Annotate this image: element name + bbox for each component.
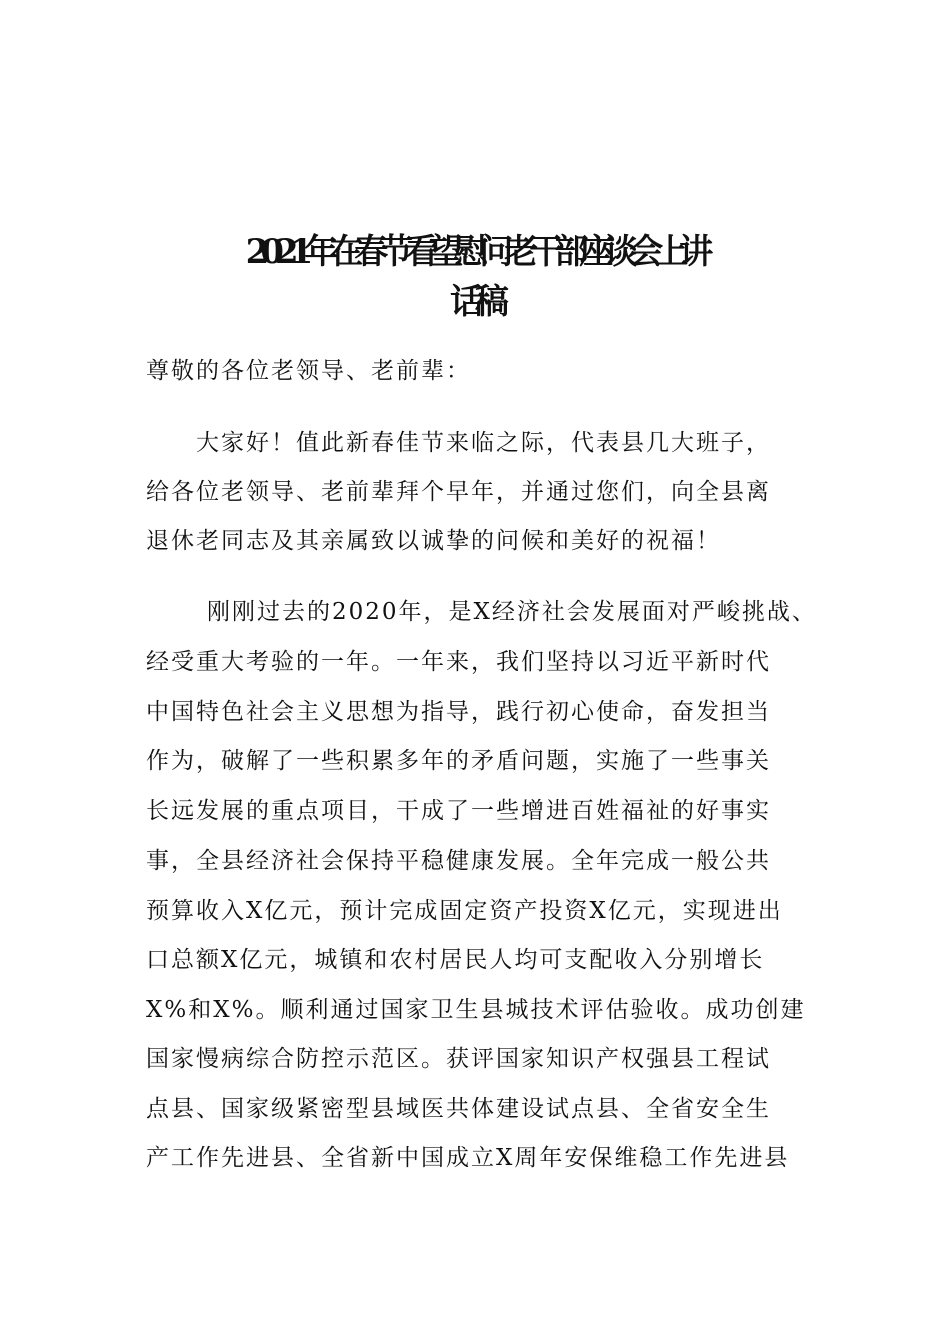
paragraph2-line-12: 产工作先进县、全省新中国成立X周年安保维稳工作先进县 [146, 1145, 790, 1171]
paragraph2-line-7: 预算收入X亿元，预计完成固定资产投资X亿元，实现进出 [146, 898, 783, 924]
paragraph2-line-9: X%和X%。顺利通过国家卫生县城技术评估验收。成功创建 [146, 997, 806, 1023]
paragraph1-line-2: 给各位老领导、老前辈拜个早年，并通过您们，向全县离 [146, 479, 771, 505]
document-title-line-2: 话稿 [450, 282, 500, 322]
paragraph2-line-5: 长远发展的重点项目，干成了一些增进百姓福祉的好事实 [146, 798, 771, 824]
paragraph2-line-11: 点县、国家级紧密型县域医共体建设试点县、全省安全生 [146, 1096, 771, 1122]
paragraph1-line-3: 退休老同志及其亲属致以诚挚的问候和美好的祝福！ [146, 528, 721, 554]
paragraph2-line-8: 口总额X亿元，城镇和农村居民人均可支配收入分别增长 [146, 947, 765, 973]
paragraph2-line-1: 刚刚过去的2020年，是X经济社会发展面对严峻挑战、 [207, 599, 817, 625]
paragraph2-line-6: 事，全县经济社会保持平稳健康发展。全年完成一般公共 [146, 848, 771, 874]
paragraph2-line-10: 国家慢病综合防控示范区。获评国家知识产权强县工程试 [146, 1046, 771, 1072]
paragraph2-line-3: 中国特色社会主义思想为指导，践行初心使命，奋发担当 [146, 699, 771, 725]
salutation: 尊敬的各位老领导、老前辈： [146, 358, 471, 384]
paragraph2-line-2: 经受重大考验的一年。一年来，我们坚持以习近平新时代 [146, 649, 771, 675]
paragraph1-line-1: 大家好！值此新春佳节来临之际，代表县几大班子， [196, 430, 771, 456]
document-title-line-1: 2021年在春节看望慰问老干部座谈会上讲 [245, 232, 705, 272]
paragraph2-line-4: 作为，破解了一些积累多年的矛盾问题，实施了一些事关 [146, 748, 771, 774]
